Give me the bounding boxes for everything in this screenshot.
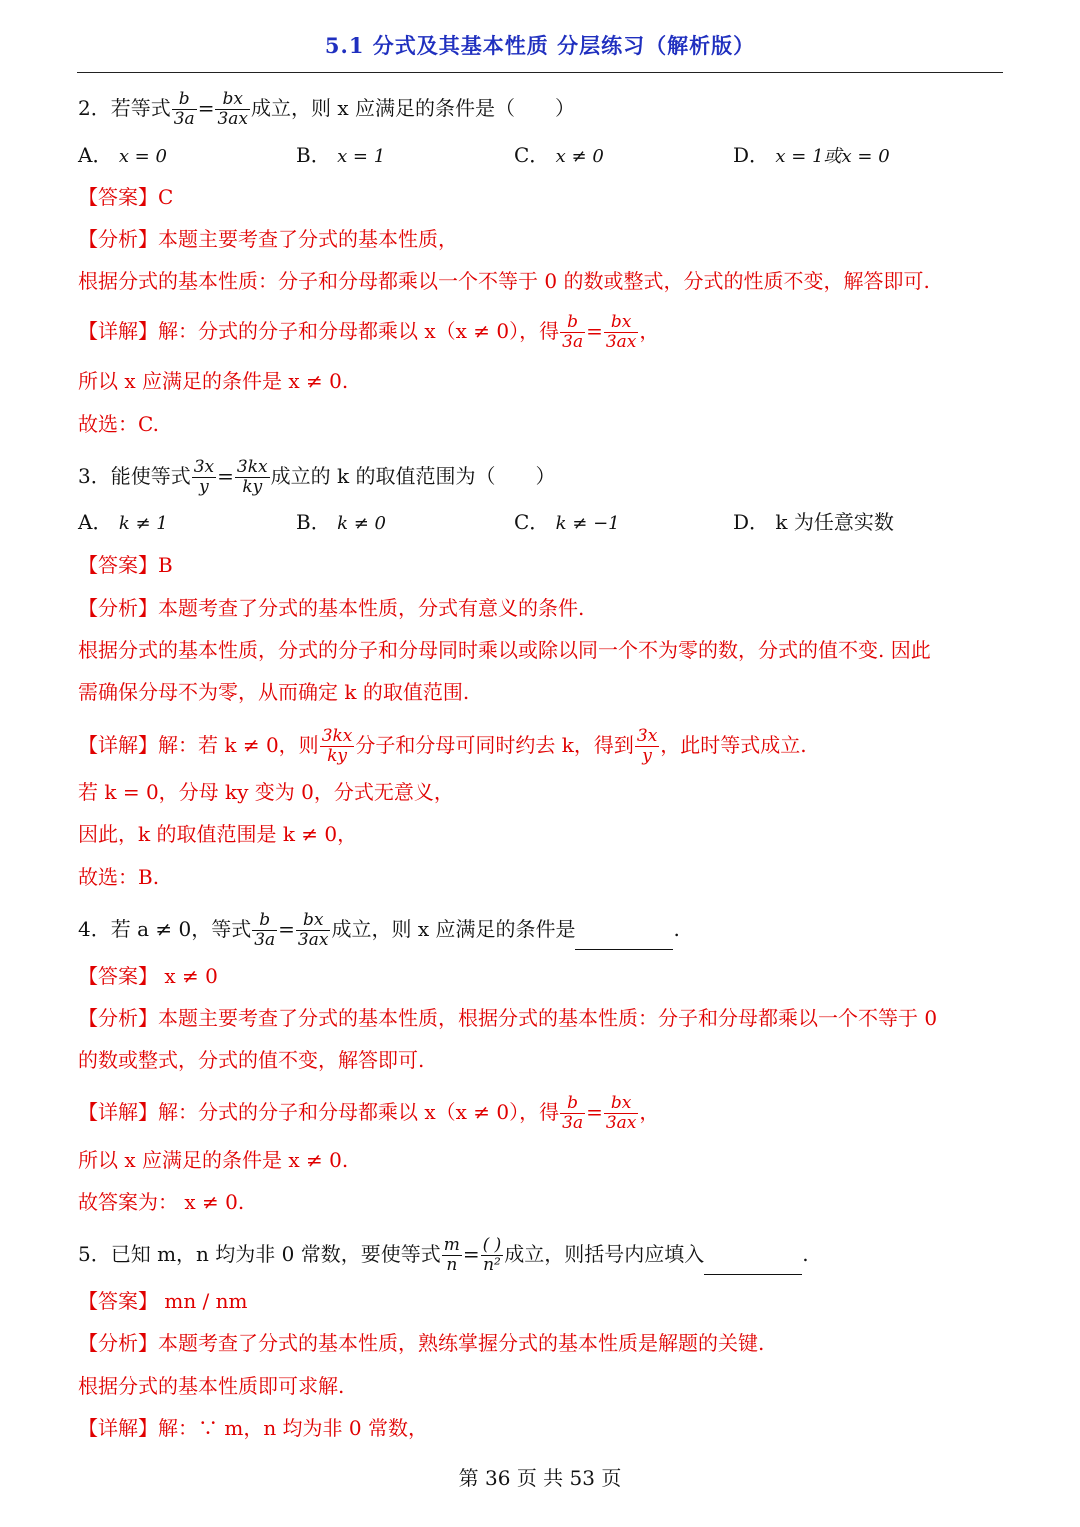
question-2-stem [78,90,1008,129]
q3-analysis-line-2: 根据分式的基本性质，分式的分子和分母同时乘以或除以同一个不为零的数，分式的值不变. 因此 [78,638,931,662]
q3-stem-prefix: 3．能使等式 [78,464,191,488]
q5-detail: 【详解】解：∵ m，n 均为非 0 常数， [78,1416,428,1440]
q2-detail-prefix: 【详解】解：分式的分子和分母都乘以 x（x ≠ 0），得 [78,319,560,343]
q5-frac2-denominator: n² [481,1255,504,1275]
q3-option-c-label: C． [514,510,550,534]
q3-detail-fraction-left [320,727,355,766]
q3-detail-fraction-right [635,727,659,766]
q3-frac1-denominator: y [192,477,216,497]
q5-fraction-left [442,1236,462,1275]
q2-detail [78,313,1008,352]
q4-detail-frac2-numerator: bx [610,1093,632,1113]
question-4-stem [78,911,1008,950]
q5-answer: 【答案】 mn / nm [78,1289,248,1313]
q3-option-c[interactable] [514,508,620,538]
q4-detail [78,1094,1008,1133]
q5-answer-blank[interactable] [704,1274,802,1275]
q5-stem-suffix: 成立，则括号内应填入 [504,1242,705,1266]
q2-frac2-denominator: 3ax [217,109,248,129]
q3-option-d[interactable] [733,508,894,536]
q3-answer: 【答案】B [78,553,173,577]
q4-answer-blank[interactable] [575,949,673,950]
q3-detail-prefix: 【详解】解：若 k ≠ 0，则 [78,733,319,757]
q2-frac1-denominator: 3a [173,109,195,129]
q2-detail-suffix: ， [639,319,660,343]
q2-option-a[interactable] [78,141,167,171]
q3-detail-line-2: 若 k = 0，分母 ky 变为 0，分式无意义， [78,780,454,804]
q4-analysis-line-2: 的数或整式，分式的值不变，解答即可. [78,1048,425,1072]
q2-analysis-line-1: 【分析】本题主要考查了分式的基本性质， [78,227,458,251]
question-5-stem [78,1236,1008,1275]
q3-option-b-label: B． [296,510,331,534]
q2-analysis-line-2: 根据分式的基本性质：分子和分母都乘以一个不等于 0 的数或整式，分式的性质不变，解答即可. [78,269,930,293]
q3-option-b[interactable] [296,508,386,538]
q5-frac1-numerator: m [443,1235,460,1255]
q5-stem-prefix: 5．已知 m，n 均为非 0 常数，要使等式 [78,1242,441,1266]
q2-frac2-numerator: bx [222,89,243,109]
q3-analysis-line-3: 需确保分母不为零，从而确定 k 的取值范围. [78,680,470,704]
q5-frac1-denominator: n [442,1255,462,1275]
q3-frac2-denominator: ky [235,477,270,497]
q2-option-c[interactable] [514,141,604,171]
q3-detail-frac1-numerator: 3kx [321,726,353,746]
q4-detail-fraction-left [560,1094,585,1133]
q3-option-a-label: A． [78,510,113,534]
q3-detail-line-3: 因此，k 的取值范围是 k ≠ 0， [78,822,358,846]
q4-detail-frac2-denominator: 3ax [605,1113,637,1133]
q2-detail-equals: = [586,319,603,343]
q4-detail-equals: = [586,1100,603,1124]
q4-fraction-left [252,911,277,950]
q5-fraction-right [481,1236,504,1275]
q3-detail-mid: 分子和分母可同时约去 k，得到 [355,733,634,757]
q4-detail-frac1-numerator: b [567,1093,579,1113]
q4-frac1-denominator: 3a [254,930,276,950]
q4-detail-frac1-denominator: 3a [562,1113,584,1133]
page-title: 5.1 分式及其基本性质 分层练习（解析版） [324,33,756,58]
q3-detail-frac2-denominator: y [635,746,659,766]
q2-option-d-text: x = 1或x = 0 [775,146,890,167]
q3-frac2-numerator: 3kx [236,457,268,477]
q2-detail-frac2-denominator: 3ax [605,332,637,352]
q3-detail-frac2-numerator: 3x [636,726,658,746]
q2-option-a-label: A． [78,143,113,167]
q2-detail-fraction-right [604,313,639,352]
q3-detail-frac1-denominator: ky [320,746,355,766]
q4-equals-sign: = [278,917,295,941]
q2-answer: 【答案】C [78,185,174,209]
q2-fraction-left [172,90,197,129]
q2-option-d[interactable] [733,141,890,171]
q4-stem-suffix: 成立，则 x 应满足的条件是 [331,917,576,941]
q2-option-c-text: x ≠ 0 [555,146,604,167]
q2-option-b-label: B． [296,143,331,167]
q5-analysis-line-1: 【分析】本题考查了分式的基本性质，熟练掌握分式的基本性质是解题的关键. [78,1331,765,1355]
q3-option-b-text: k ≠ 0 [337,513,386,534]
q4-fraction-right [296,911,331,950]
q3-fraction-right [235,458,270,497]
page-number: 第 36 页 共 53 页 [458,1466,622,1490]
q2-conclusion: 所以 x 应满足的条件是 x ≠ 0. [78,369,349,393]
q3-analysis-line-1: 【分析】本题考查了分式的基本性质，分式有意义的条件. [78,596,585,620]
q2-stem-suffix: 成立，则 x 应满足的条件是（ ） [251,96,575,120]
q2-detail-frac1-numerator: b [567,312,579,332]
q3-frac1-numerator: 3x [193,457,215,477]
q5-equals-sign: = [462,1242,480,1266]
q2-fraction-right [215,90,250,129]
q3-choice: 故选：B. [78,865,160,889]
q2-option-a-text: x = 0 [118,146,167,167]
q4-analysis-line-1: 【分析】本题主要考查了分式的基本性质，根据分式的基本性质：分子和分母都乘以一个不等于 0 [78,1006,938,1030]
q2-option-b-text: x = 1 [337,146,386,167]
q2-option-b[interactable] [296,141,385,171]
question-3-stem [78,458,1008,497]
q5-stem-end: . [802,1242,809,1266]
q4-answer: 【答案】 x ≠ 0 [78,964,218,988]
q2-detail-frac2-numerator: bx [610,312,632,332]
q4-stem-prefix: 4．若 a ≠ 0，等式 [78,917,252,941]
q2-equals-sign: = [197,96,215,120]
q2-frac1-numerator: b [178,89,190,109]
q2-stem-prefix: 2．若等式 [78,96,171,120]
q3-detail-suffix: ，此时等式成立. [660,733,807,757]
q5-analysis-line-2: 根据分式的基本性质即可求解. [78,1374,345,1398]
q3-detail [78,727,1008,766]
q4-detail-suffix: ， [639,1100,660,1124]
q4-detail-prefix: 【详解】解：分式的分子和分母都乘以 x（x ≠ 0），得 [78,1100,560,1124]
q4-frac2-denominator: 3ax [297,930,329,950]
q4-frac2-numerator: bx [302,910,324,930]
q4-conclusion: 所以 x 应满足的条件是 x ≠ 0. [78,1148,349,1172]
q2-choice: 故选：C. [78,412,159,436]
q4-stem-end: . [673,917,680,941]
q2-option-d-label: D． [733,143,770,167]
q3-option-c-text: k ≠ −1 [555,513,620,534]
q5-frac2-numerator: ( ) [482,1235,502,1255]
q3-option-a[interactable] [78,508,168,538]
q3-option-d-text: k 为任意实数 [775,510,894,534]
q2-detail-frac1-denominator: 3a [562,332,584,352]
q2-detail-fraction-left [560,313,585,352]
q3-stem-suffix: 成立的 k 的取值范围为（ ） [270,464,556,488]
q3-option-a-text: k ≠ 1 [118,513,168,534]
q3-option-d-label: D． [733,510,770,534]
q3-equals-sign: = [217,464,234,488]
q4-frac1-numerator: b [259,910,271,930]
q3-fraction-left [192,458,216,497]
q4-detail-fraction-right [604,1094,639,1133]
q2-option-c-label: C． [514,143,550,167]
q4-final-answer: 故答案为： x ≠ 0. [78,1190,245,1214]
header-divider [77,72,1003,73]
